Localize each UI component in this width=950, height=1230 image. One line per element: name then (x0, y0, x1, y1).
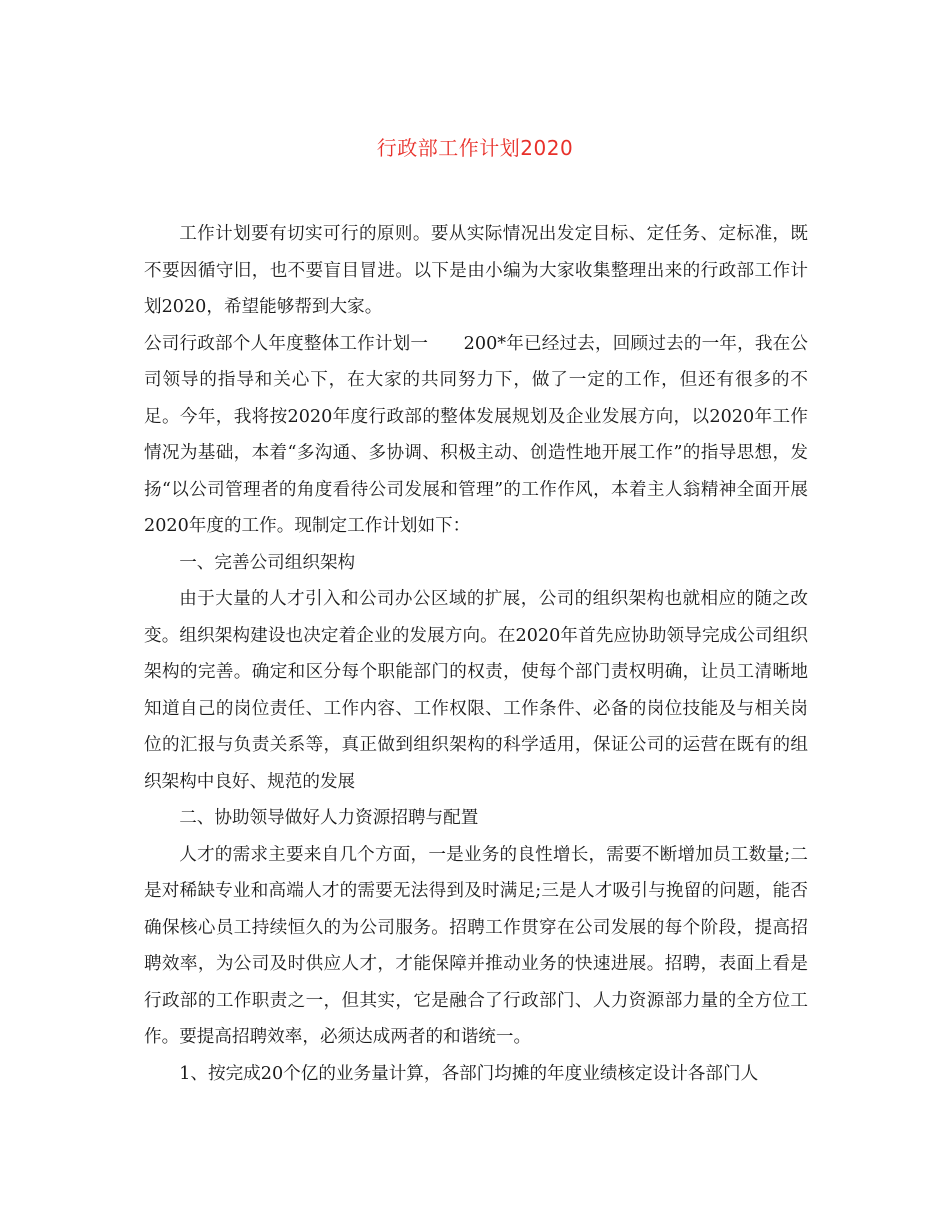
paragraph-item-1: 1、按完成20个亿的业务量计算，各部门均摊的年度业绩核定设计各部门人 (179, 1063, 759, 1084)
paragraph-section-2: 人才的需求主要来自几个方面，一是业务的良性增长，需要不断增加员工数量;二是对稀缺专业和高端人才的需要无法得到及时满足;三是人才吸引与挽留的问题，能否确保核心员工持续恒久的为公司服务。招聘工作贯穿在公司发展的每个阶段，提高招聘效率，为公司及时供应人才，才能保障并推动业务的快速进展。招聘，表面上看是行政部的工作职责之一，但其实，它是融合了行政部门、人力资源部力量的全方位工作。要提高招聘效率，必须达成两者的和谐统一。 (144, 844, 808, 1047)
paragraph-plan-overview: 公司行政部个人年度整体工作计划一 200*年已经过去，回顾过去的一年，我在公司领导的指导和关心下，在大家的共同努力下，做了一定的工作，但还有很多的不足。今年，我将按2020年度行政部的整体发展规划及企业发展方向，以2020年工作情况为基础，本着“多沟通、多协调、积极主动、创造性地开展工作”的指导思想，发扬“以公司管理者的角度看待公司发展和管理”的工作作风，本着主人翁精神全面开展2020年度的工作。现制定工作计划如下： (144, 333, 808, 536)
paragraph-intro: 工作计划要有切实可行的原则。要从实际情况出发定目标、定任务、定标准，既不要因循守旧，也不要盲目冒进。以下是由小编为大家收集整理出来的行政部工作计划2020，希望能够帮到大家。 (144, 224, 808, 317)
section-heading-2: 二、协助领导做好人力资源招聘与配置 (179, 808, 479, 828)
paragraph-section-1: 由于大量的人才引入和公司办公区域的扩展，公司的组织架构也就相应的随之改变。组织架构建设也决定着企业的发展方向。在2020年首先应协助领导完成公司组织架构的完善。确定和区分每个职能部门的权责，使每个部门责权明确，让员工清晰地知道自己的岗位责任、工作内容、工作权限、工作条件、必备的岗位技能及与相关岗位的汇报与负责关系等，真正做到组织架构的科学适用，保证公司的运营在既有的组织架构中良好、规范的发展 (144, 589, 808, 792)
document-title: 行政部工作计划2020 (376, 136, 574, 160)
document-body (144, 216, 808, 1092)
section-heading-1: 一、完善公司组织架构 (179, 552, 356, 573)
